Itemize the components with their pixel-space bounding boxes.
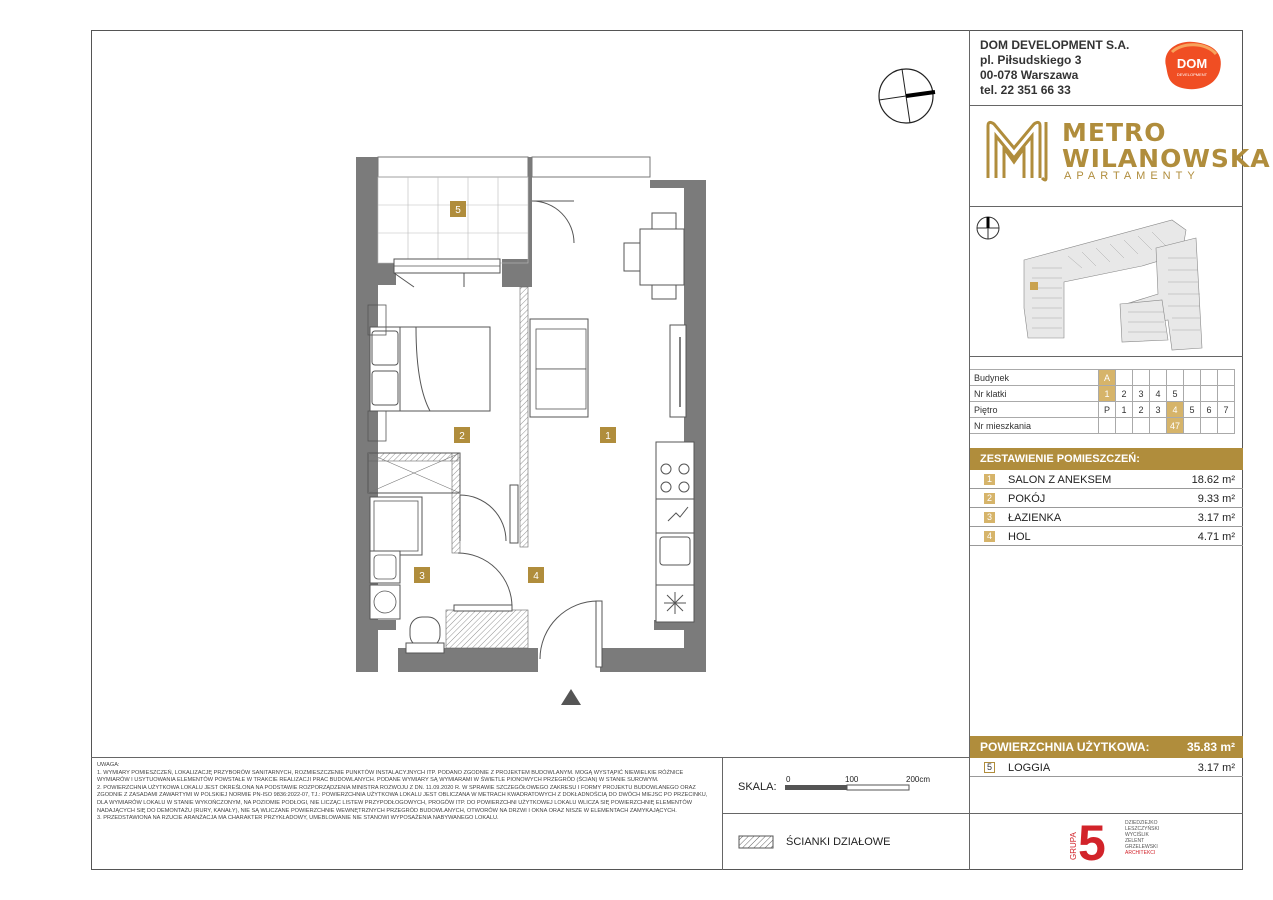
- info-cell: [1201, 418, 1218, 434]
- info-label: Piętro: [970, 402, 1099, 418]
- info-label: Nr mieszkania: [970, 418, 1099, 434]
- brand-logo: [984, 118, 1271, 188]
- plan-tag-2-label: 2: [459, 431, 465, 442]
- grupa-line: DZIEDZIEJKO: [1125, 820, 1158, 826]
- info-cell: 4: [1150, 386, 1167, 402]
- plan-tag-1-label: 1: [605, 431, 611, 442]
- info-cell: 1: [1099, 386, 1116, 402]
- info-cell: 5: [1167, 386, 1184, 402]
- compass-icon: [878, 66, 938, 126]
- room-name: SALON Z ANEKSEM: [1008, 474, 1112, 486]
- room-row: [970, 490, 1243, 508]
- loggia-area: 3.17 m²: [1197, 762, 1235, 774]
- info-cell: [1184, 370, 1201, 386]
- grupa-line: GRZELEWSKI: [1125, 844, 1158, 850]
- company-divider: [970, 105, 1243, 106]
- info-cell: 47: [1167, 418, 1184, 434]
- info-row-klatka: [970, 386, 1235, 402]
- room-name: POKÓJ: [1008, 493, 1046, 505]
- dom-logo-sub: DEVELOPMENT: [1176, 72, 1208, 77]
- note-item: 3. PRZEDSTAWIONA NA RZUCIE ARANŻACJA MA CHARAKTER PRZYKŁADOWY, UMEBLOWANIE NIE STANOWI WYPOSAŻENIA NABYWANEGO LOKALU.: [97, 815, 499, 822]
- info-cell: [1218, 386, 1235, 402]
- grupa-line: ARCHITEKCI: [1125, 850, 1156, 856]
- room-number: 4: [984, 531, 995, 542]
- scale-bar: [784, 784, 910, 792]
- info-cell: 3: [1150, 402, 1167, 418]
- scale-label: SKALA:: [738, 781, 777, 793]
- room-row: [970, 528, 1243, 546]
- info-cell: 4: [1167, 402, 1184, 418]
- loggia-name: LOGGIA: [1008, 762, 1051, 774]
- room-area: 9.33 m²: [1197, 493, 1235, 505]
- room-name: ŁAZIENKA: [1008, 512, 1062, 524]
- total-label: POWIERZCHNIA UŻYTKOWA:: [980, 740, 1150, 754]
- dom-development-logo: [1158, 38, 1226, 92]
- info-cell: P: [1099, 402, 1116, 418]
- info-row-mieszkanie: [970, 418, 1235, 434]
- note-item: 1. WYMIARY POMIESZCZEŃ, LOKALIZACJĘ PRZYBORÓW SANITARNYCH, ROZMIESZCZENIE PUNKTÓW INSTALACYJNYCH ITP. PODANO ZGODNIE Z PROJEKTEM BUDOWLANYM. MOGĄ WYSTĄPIĆ NIEWIELKIE RÓŻNICE WYMIARÓW I USYTUOWANIA ELEMENTÓW POWSTAŁE W TRAKCIE REALIZACJI PRAC BUDOWLANYCH. PODANE WYMIARY SĄ WYMIARAMI W ŚWIETLE PIONOWYCH PRZEGRÓD (ŚCIAN) W STANIE SUROWYM.: [97, 769, 684, 784]
- info-cell: [1201, 370, 1218, 386]
- room-number: 2: [984, 493, 995, 504]
- loggia-number: 5: [984, 762, 995, 773]
- plan-tag-5-label: 5: [455, 205, 461, 216]
- info-cell: [1218, 418, 1235, 434]
- metro-wilanowska-emblem: [984, 118, 1054, 184]
- grupa-line: ZELENT: [1125, 838, 1145, 844]
- brand-line1: METRO: [1062, 118, 1167, 147]
- info-cell: [1201, 386, 1218, 402]
- grupa-architects: [1125, 820, 1159, 856]
- info-row-pietro: [970, 402, 1235, 418]
- unit-info-table: [970, 369, 1235, 434]
- scale-tick: 0: [786, 775, 791, 784]
- info-cell: 5: [1184, 402, 1201, 418]
- info-cell: [1150, 370, 1167, 386]
- room-area: 4.71 m²: [1197, 531, 1235, 543]
- info-cell: 7: [1218, 402, 1235, 418]
- room-area: 18.62 m²: [1191, 474, 1235, 486]
- entrance-arrow-icon: [561, 689, 581, 705]
- scale-tick: 100: [845, 775, 859, 784]
- info-cell: 3: [1133, 386, 1150, 402]
- info-cell: [1218, 370, 1235, 386]
- room-number: 1: [984, 474, 995, 485]
- room-area: 3.17 m²: [1197, 512, 1235, 524]
- info-cell: [1133, 370, 1150, 386]
- grupa-digit: 5: [1078, 818, 1106, 864]
- dom-logo-text: DOM: [1176, 56, 1208, 71]
- legend-divider: [722, 813, 970, 814]
- info-row-budynek: [970, 370, 1235, 386]
- notes-title: UWAGA:: [97, 762, 120, 768]
- info-label: Budynek: [970, 370, 1099, 386]
- grupa-line: LESZCZYŃSKI: [1125, 826, 1160, 832]
- plan-tag-4-label: 4: [533, 571, 539, 582]
- room-row: [970, 509, 1243, 527]
- notes-divider: [91, 757, 970, 758]
- info-cell: [1167, 370, 1184, 386]
- info-cell: 6: [1201, 402, 1218, 418]
- minimap-divider: [970, 356, 1243, 357]
- building-minimap: [972, 208, 1242, 354]
- hatch-legend-icon: [738, 835, 774, 849]
- total-area-bar: [970, 736, 1243, 758]
- notes: [97, 762, 717, 823]
- company-address1: pl. Piłsudskiego 3: [980, 53, 1082, 67]
- minimap-compass-icon: [977, 217, 999, 239]
- info-cell: [1150, 418, 1167, 434]
- legend-label: ŚCIANKI DZIAŁOWE: [786, 836, 891, 848]
- brand-line3: APARTAMENTY: [1064, 170, 1200, 182]
- scale-tick: 200cm: [906, 775, 931, 784]
- info-cell: 2: [1116, 386, 1133, 402]
- info-cell: [1184, 386, 1201, 402]
- info-cell: [1184, 418, 1201, 434]
- grupa-line: WYCIŚLIK: [1125, 832, 1149, 838]
- info-cell: A: [1099, 370, 1116, 386]
- brand-divider: [970, 206, 1243, 207]
- company-name: DOM DEVELOPMENT S.A.: [980, 38, 1130, 52]
- room-row: [970, 471, 1243, 489]
- grupa-vertical: GRUPA: [1069, 832, 1078, 860]
- company-address2: 00-078 Warszawa: [980, 68, 1079, 82]
- room-number: 3: [984, 512, 995, 523]
- company-phone: tel. 22 351 66 33: [980, 83, 1071, 97]
- brand-line2: WILANOWSKA: [1062, 144, 1271, 173]
- info-label: Nr klatki: [970, 386, 1099, 402]
- minimap-unit-highlight: [1030, 282, 1038, 290]
- room-name: HOL: [1008, 531, 1031, 543]
- info-cell: [1133, 418, 1150, 434]
- total-value: 35.83 m²: [1186, 740, 1235, 754]
- rooms-header: ZESTAWIENIE POMIESZCZEŃ:: [970, 448, 1243, 470]
- partition-wall: [520, 287, 528, 547]
- plan-tag-3-label: 3: [419, 571, 425, 582]
- floor-plan: [354, 155, 709, 710]
- info-cell: 1: [1116, 402, 1133, 418]
- info-cell: [1116, 370, 1133, 386]
- info-cell: [1099, 418, 1116, 434]
- grupa-divider: [970, 813, 1243, 814]
- loggia-row: [970, 759, 1243, 777]
- company-info: [980, 38, 1129, 98]
- info-cell: [1116, 418, 1133, 434]
- info-cell: 2: [1133, 402, 1150, 418]
- note-item: 2. POWIERZCHNIA UŻYTKOWA LOKALU JEST OKREŚLONA NA PODSTAWIE ROZPORZĄDZENIA MINISTRA ROZWOJU Z DN. 11.09.2020 R. W SPRAWIE SZCZEGÓŁOWEGO ZAKRESU I FORMY PROJEKTU BUDOWLANEGO ORAZ ZGODNIE Z ZASADAMI ZAWARTYMI W POLSKIEJ NORMIE PN-ISO 9836:2022-07, TJ.: POWIERZCHNIA UŻYTKOWA LOKALU JEST OBLICZANA W METRACH KWADRATOWYCH Z DOKŁADNOŚCIĄ DO DWÓCH MIEJSC PO PRZECINKU, DLA WYMIARÓW LOKALU W STANIE WYKOŃCZONYM, NA POZIOMIE PODŁOGI, NIE LICZĄC LISTEW PRZYPODŁOGOWYCH, PROGÓW ITP. DO POWIERZCHNI UŻYTKOWEJ LOKALU WLICZA SIĘ POWIERZCHNIĘ ELEMENTÓW NADAJĄCYCH SIĘ DO DEMONTAŻU (RURY, KANAŁY), NIE SĄ WLICZANE POWIERZCHNIE WEWNĘTRZNYCH PRZEGRÓD BUDOWLANYCH, OTWORÓW NA DRZWI I OKNA ORAZ NISZE W ELEMENTACH ZAMYKAJĄCYCH.: [97, 784, 708, 814]
